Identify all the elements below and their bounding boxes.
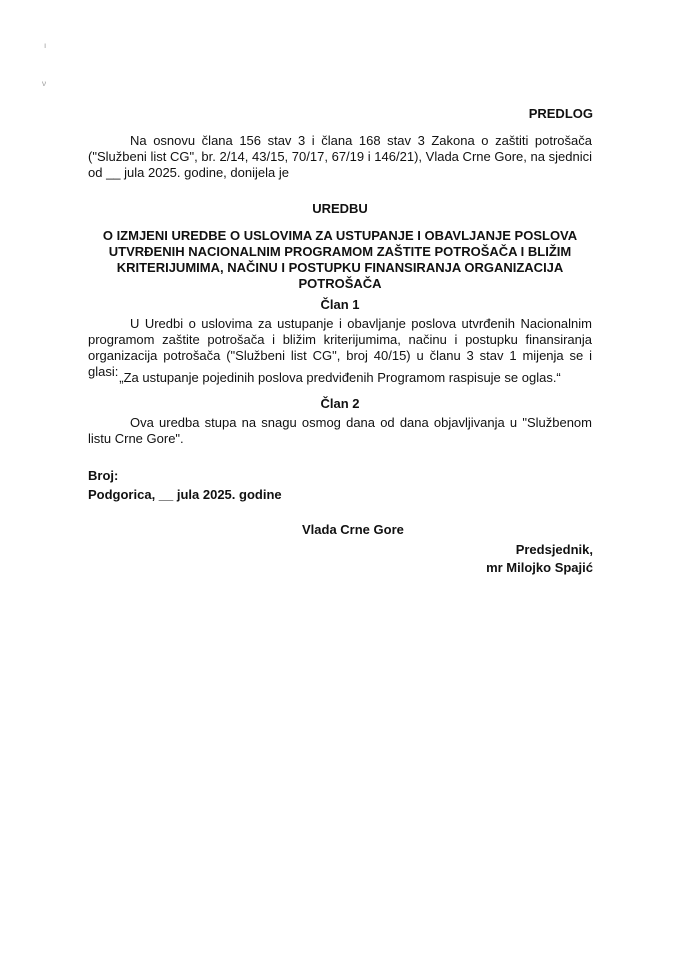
article-1-quote: „Za ustupanje pojedinih poslova predviđenih Programom raspisuje se oglas.“	[119, 370, 561, 385]
document-number-label: Broj:	[88, 468, 119, 483]
government-name: Vlada Crne Gore	[302, 522, 404, 537]
act-type-heading: UREDBU	[312, 201, 368, 216]
signature-block	[486, 541, 593, 577]
article-2-text: Ova uredba stupa na snagu osmog dana od dana objavljivanja u "Službenom listu Crne Gore".	[88, 415, 592, 446]
article-1-heading: Član 1	[320, 297, 360, 312]
signatory-title: Predsjednik,	[515, 542, 593, 557]
preamble-paragraph: Na osnovu člana 156 stav 3 i člana 168 stav 3 Zakona o zaštiti potrošača ("Službeni list CG", br. 2/14, 43/15, 70/17, 67/19 i 146/21), Vlada Crne Gore, na sjednici od __ jula 2025. godine, donijela je	[88, 133, 592, 180]
act-title-heading: O IZMJENI UREDBE O USLOVIMA ZA USTUPANJE I OBAVLJANJE POSLOVA UTVRĐENIH NACIONALNIM PROGRAMOM ZAŠTITE POTROŠAČA I BLIŽIM KRITERIJUMIMA, NAČINU I POSTUPKU FINANSIRANJA ORGANIZACIJA POTROŠAČA	[102, 228, 578, 291]
signatory-name: mr Milojko Spajić	[486, 560, 593, 575]
scan-speck: ı	[44, 41, 47, 50]
draft-marker: PREDLOG	[528, 106, 593, 121]
place-and-date: Podgorica, __ jula 2025. godine	[88, 487, 282, 502]
article-2-heading: Član 2	[320, 396, 360, 411]
scan-speck: ν	[42, 79, 46, 88]
article-1-text: U Uredbi o uslovima za ustupanje i obavljanje poslova utvrđenih Nacionalnim programom zaštite potrošača i bližim kriterijumima, načinu i postupku finansiranja organizacija potrošača ("Službeni list CG", broj 40/15) u članu 3 stav 1 mijenja se i glasi:	[88, 316, 592, 379]
